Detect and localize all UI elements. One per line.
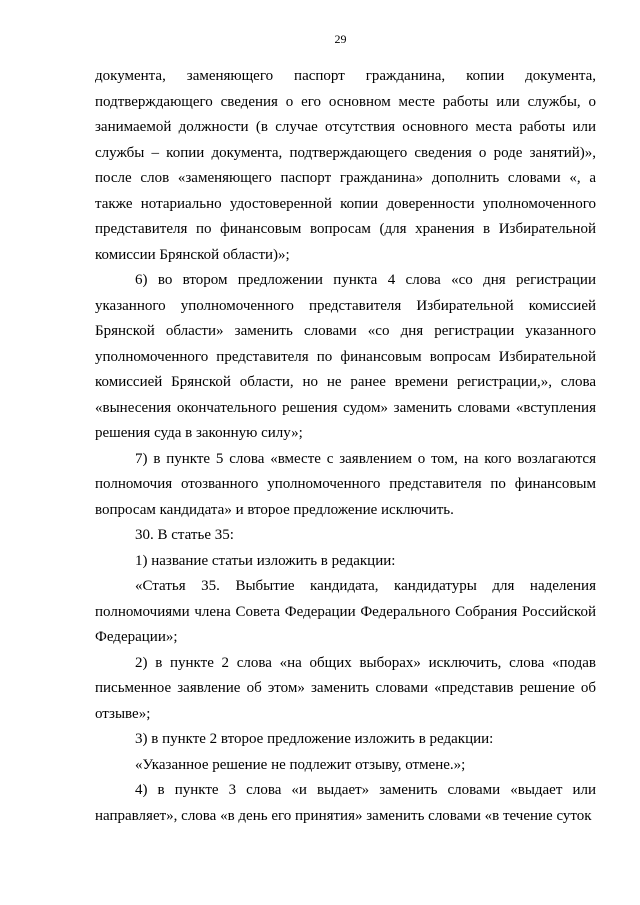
paragraph-item-4: 4) в пункте 3 слова «и выдает» заменить словами «выдает или направляет», слова «в день его принятия» заменить словами «в течение суток (95, 782, 596, 824)
paragraph-article-30: 30. В статье 35: (135, 527, 234, 543)
paragraph-quote: «Указанное решение не подлежит отзыву, отмене.»; (135, 756, 466, 773)
paragraph-continuation: документа, заменяющего паспорт гражданина, копии документа, подтверждающего сведения о его основном месте работы или службы, о занимаемой должности (в случае отсутствия основного места работы или службы – копии документа, подтверждающего сведения о роде занятий)», после слов «заменяющего паспорт гражданина» дополнить словами «, а также нотариально удостоверенной копии доверенности уполномоченного представителя по финансовым вопросам (для хранения в Избирательной комиссии Брянской области)»; (95, 68, 596, 263)
page-number: 29 (334, 32, 347, 46)
paragraph-article-35-title: «Статья 35. Выбытие кандидата, кандидатуры для наделения полномочиями члена Совета Федерации Федерального Собрания Российской Федерации»; (95, 578, 596, 645)
paragraph-item-1: 1) название статьи изложить в редакции: (135, 552, 396, 569)
paragraph-item-2: 2) в пункте 2 слова «на общих выборах» исключить, слова «подав письменное заявление об этом» заменить словами «представив решение об отзыве»; (95, 654, 596, 722)
paragraph-item-3: 3) в пункте 2 второе предложение изложить в редакции: (135, 731, 494, 747)
paragraph-item-6: 6) во втором предложении пункта 4 слова «со дня регистрации указанного уполномоченного представителя Избирательной комиссией Брянской области» заменить словами «со дня регистрации указанного уполномоченного представителя по финансовым вопросам Избирательной комиссией Брянской области, но не ранее времени регистрации,», слова «вынесения окончательного решения судом» заменить словами «вступления решения суда в законную силу»; (95, 272, 596, 441)
paragraph-item-7: 7) в пункте 5 слова «вместе с заявлением о том, на кого возлагаются полномочия отозванного уполномоченного представителя по финансовым вопросам кандидата» и второе предложение исключить. (95, 450, 596, 518)
document-body (95, 64, 596, 829)
